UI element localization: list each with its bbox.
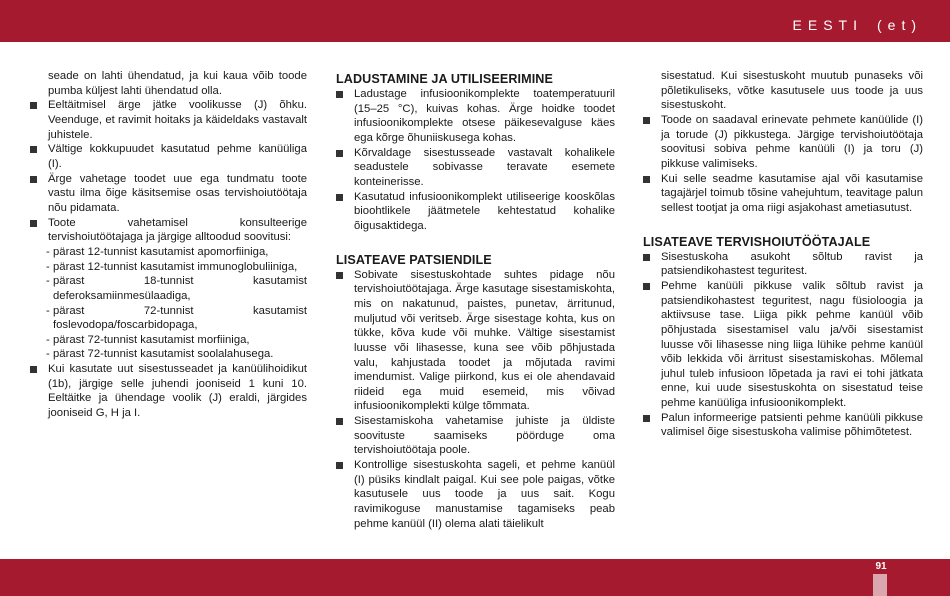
list-item: Eeltäitmisel ärge jätke voolikusse (J) õhku. Veenduge, et ravimit hoitaks ja käideldaks vastavalt juhistele. (30, 98, 307, 142)
list-item: Ärge vahetage toodet uue ega tundmatu toote vastu ilma õige käsitsemise osas tervishoiutöötaja nõu pidamata. (30, 172, 307, 216)
dash-item (30, 245, 307, 260)
list-item: Sisestamiskoha vahetamise juhiste ja üldiste soovituste saamiseks pöörduge oma tervishoiutöötaja poole. (336, 414, 615, 458)
section-heading-professional-info: LISATEAVE TERVISHOIUTÖÖTAJALE (643, 234, 871, 249)
dash-item (30, 274, 307, 303)
bullet-list (30, 98, 307, 245)
dash-item-text: - pärast 18-tunnist kasutamist deferoksamiinmesülaadiga, (53, 275, 307, 302)
list-item: Sobivate sisestuskohtade suhtes pidage nõu tervishoiutöötajaga. Ärge kasutage sisestamiskohta, mis on nakatunud, paistes, punetav, ärritunud, muljutud või veritseb. Ärge sisestage kohta, kus on tükke, kõva kude või muhke. Vältige sisestamist luusse või lihasesse, kuna see võib põhjustada valu, kahjustada toodet ja mõjutada ravimi imendumist. Valige piirkond, kus ei ole ahendavaid riideid ega muid esemeid, mis võivad infusioonikomplekti külge tõmmata. (336, 268, 615, 415)
dash-item-text: - pärast 72-tunnist kasutamist soolalahusega. (53, 348, 274, 361)
bullet-list (643, 113, 923, 216)
list-item: Kui selle seadme kasutamise ajal või kasutamise tagajärjel toimub tõsine vahejuhtum, teavitage palun sellest tootjat ja oma riigi asjakohast ametiasutust. (643, 172, 923, 216)
dash-item (30, 260, 307, 275)
list-item: Palun informeerige patsienti pehme kanüüli pikkuse valimisel õige sisestuskoha valimise põhimõtetest. (643, 411, 923, 440)
dash-item-text: - pärast 72-tunnist kasutamist morfiiniga, (53, 333, 250, 346)
list-item: Kasutatud infusioonikomplekt utiliseerige kooskõlas bioohtlikele jäätmetele kehtestatud kohalike õigusaktidega. (336, 190, 615, 234)
list-item: Kui kasutate uut sisestusseadet ja kanüülihoidikut (1b), järgige selle juhendi jooniseid 1 kuni 10. Eeltäitke ja ühendage voolik (J) eraldi, järgides jooniseid G, H ja I. (30, 362, 307, 421)
column-right (643, 69, 923, 440)
section-spacer (336, 234, 615, 250)
list-item: Kõrvaldage sisestusseade vastavalt kohalikele seadustele sobivasse teravate esemete konteinerisse. (336, 146, 615, 190)
paragraph-continuation: sisestatud. Kui sisestuskoht muutub punaseks või põletikuliseks, võtke kasutusele uus toode ja uus sisestuskoht. (661, 70, 923, 112)
dash-item (30, 333, 307, 348)
list-item: Sisestuskoha asukoht sõltub ravist ja patsiendikohastest teguritest. (643, 250, 923, 279)
list-item: Toode on saadaval erinevate pehmete kanüülide (I) ja torude (J) pikkustega. Järgige tervishoiutöötaja soovitusi sobiva pehme kanüüli (I) ja toru (J) pikkuse valimiseks. (643, 113, 923, 172)
bullet-list (336, 268, 615, 532)
dash-item (30, 347, 307, 362)
bullet-list (30, 362, 307, 421)
list-item: Ladustage infusioonikomplekte toatemperatuuril (15–25 °C), kuivas kohas. Ärge hoidke toodet infusioonikomplekte otsese päikesevalguse käes ega kõrge õhuniiskusega kohas. (336, 87, 615, 146)
header-bar (0, 0, 950, 42)
dash-item (30, 304, 307, 333)
footer-bar (0, 559, 950, 596)
dash-item-text: - pärast 12-tunnist kasutamist immunoglobuliiniga, (53, 260, 298, 273)
list-item: Pehme kanüüli pikkuse valik sõltub ravist ja patsiendikohastest teguritest, nagu füsioloogia ja aktiivsuse tase. Liiga pikk pehme kanüül võib põhjustada sisestamisel valu ja/või sisestamist luusse või lihasesse ning liiga lühike pehme kanüül võib lekkida või ärritust sisestamiskohas. Mõlemal juhul tuleb infusioon lõpetada ja ravi ei tohi jätkata enne, kui uude sisestuskohta on sisestatud teise pehme kanüüliga infusioonikomplekt. (643, 279, 923, 411)
language-name: EESTI (792, 17, 863, 33)
paragraph-continuation: seade on lahti ühendatud, ja kui kaua võib toode pumba küljest lahti ühendatud olla. (48, 70, 307, 97)
column-middle (336, 69, 615, 531)
section-spacer (643, 216, 923, 232)
bullet-list (336, 87, 615, 234)
language-code: (et) (877, 17, 922, 33)
page-tab-marker (873, 574, 887, 596)
dash-list (30, 245, 307, 362)
list-item: Toote vahetamisel konsulteerige tervishoiutöötajaga ja järgige alltoodud soovitusi: (30, 216, 307, 245)
section-heading-storage: LADUSTAMINE JA UTILISEERIMINE (336, 72, 553, 86)
column-left (30, 69, 307, 421)
page-number: 91 (875, 561, 887, 572)
language-label (779, 17, 922, 33)
bullet-list (643, 250, 923, 441)
list-item: Vältige kokkupuudet kasutatud pehme kanüüliga (I). (30, 142, 307, 171)
section-heading-patient-info: LISATEAVE PATSIENDILE (336, 252, 492, 267)
list-item: Kontrollige sisestuskohta sageli, et pehme kanüül (I) püsiks kindlalt paigal. Kui see pole paigas, võtke kasutusele uus toode ja uus sait. Kogu ravimikoguse manustamise tagamiseks peab pehme kanüül (II) olema alati täielikult (336, 458, 615, 531)
dash-item-text: - pärast 72-tunnist kasutamist foslevodopa/foscarbidopaga, (53, 304, 307, 332)
dash-item-text: - pärast 12-tunnist kasutamist apomorfiiniga, (53, 245, 269, 258)
